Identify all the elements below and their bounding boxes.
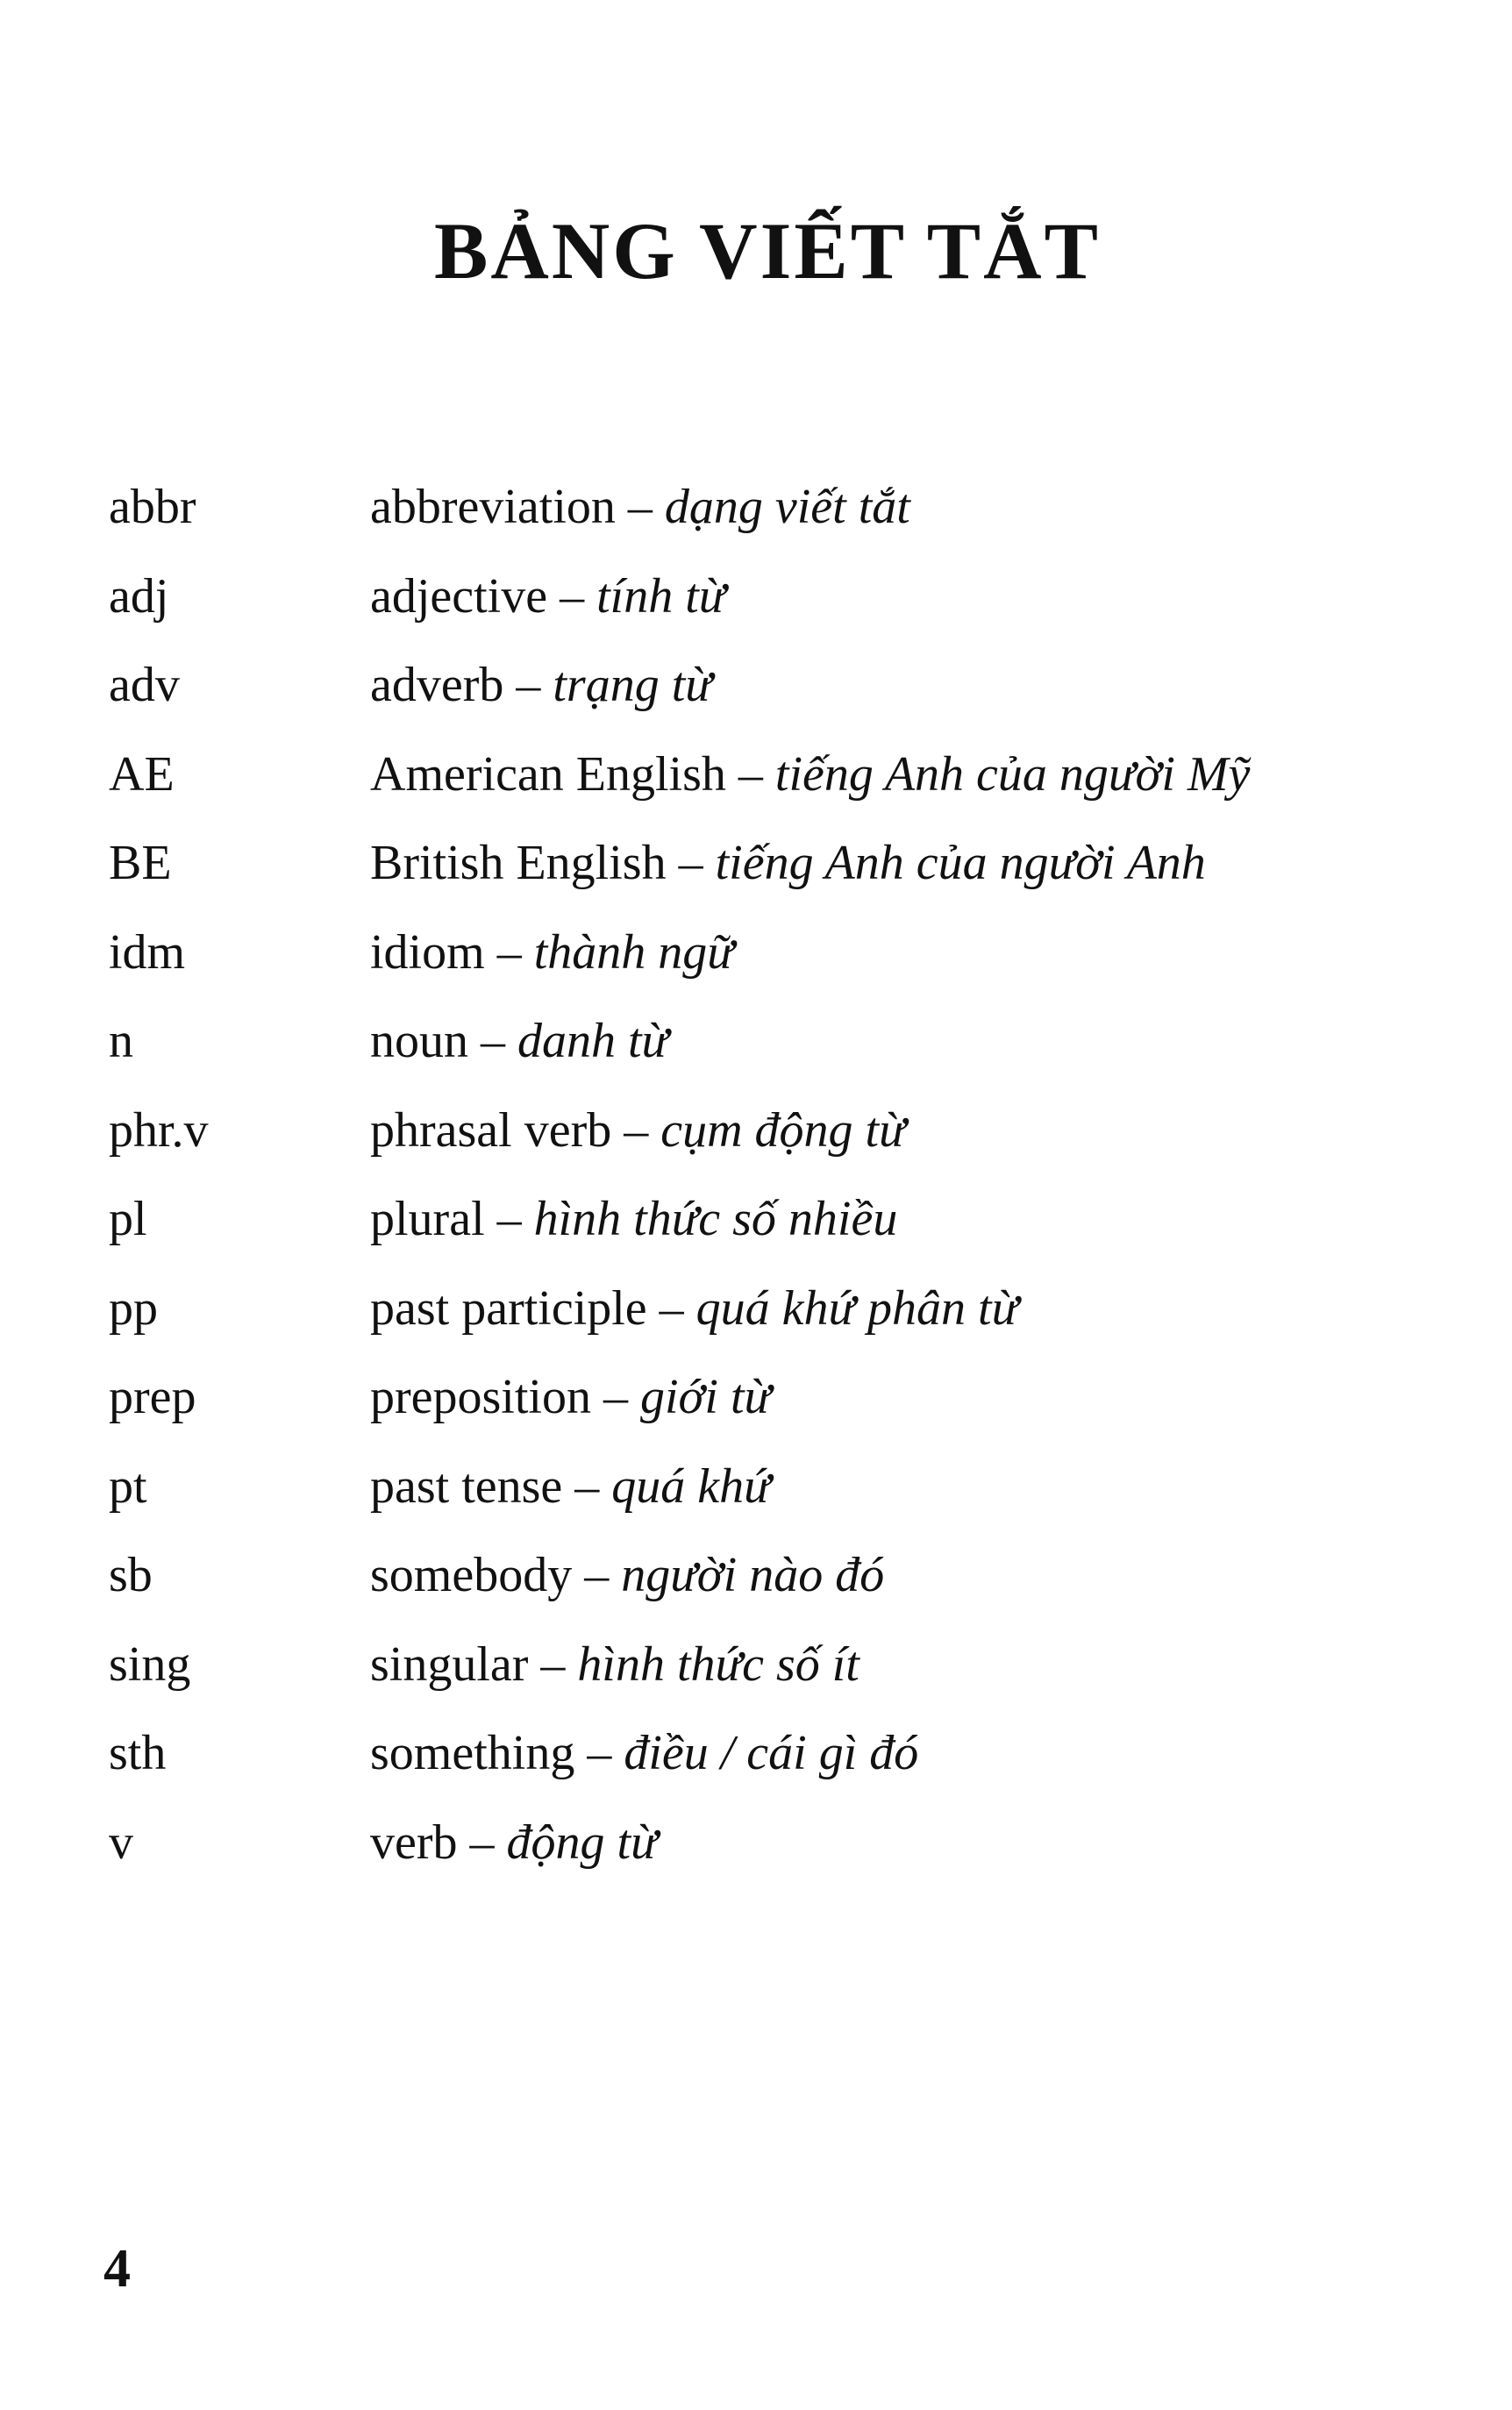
abbreviation-definition (370, 568, 726, 624)
dash-separator: – (587, 1726, 612, 1780)
vietnamese-meaning: hình thức số ít (577, 1636, 859, 1692)
abbreviation-term: abbr (109, 480, 196, 534)
abbreviation-row (0, 910, 1512, 1000)
vietnamese-meaning: giới từ (639, 1370, 772, 1424)
abbreviation-row (0, 1355, 1512, 1444)
english-meaning: something (370, 1726, 575, 1780)
dash-separator: – (627, 480, 653, 534)
dash-separator: – (603, 1370, 628, 1424)
abbreviation-term: v (109, 1815, 133, 1870)
abbreviation-term: sth (109, 1726, 167, 1780)
vietnamese-meaning: tính từ (596, 568, 726, 624)
abbreviation-row (0, 1800, 1512, 1890)
abbreviation-term: AE (109, 746, 175, 802)
vietnamese-meaning: trạng từ (553, 658, 712, 712)
abbreviation-term: prep (109, 1370, 196, 1424)
english-meaning: idiom (370, 924, 485, 980)
english-meaning: singular (370, 1636, 529, 1692)
abbreviation-term: pt (109, 1458, 147, 1514)
english-meaning: phrasal verb (370, 1102, 612, 1158)
english-meaning: past participle (370, 1280, 647, 1336)
abbreviation-definition (370, 1726, 919, 1780)
abbreviation-term: BE (109, 836, 172, 890)
english-meaning: past tense (370, 1458, 563, 1514)
abbreviation-definition (370, 1016, 668, 1066)
abbreviation-definition (370, 924, 734, 980)
abbreviation-definition (370, 746, 1251, 802)
abbreviation-row (0, 821, 1512, 910)
abbreviation-definition (370, 1548, 885, 1602)
abbreviation-term: sing (109, 1636, 191, 1692)
dash-separator: – (678, 836, 703, 890)
page-number: 4 (103, 2239, 131, 2299)
dash-separator: – (469, 1815, 495, 1870)
dash-separator: – (540, 1636, 566, 1692)
abbreviation-row (0, 1088, 1512, 1178)
dash-separator: – (560, 568, 585, 624)
abbreviation-term: adj (109, 568, 169, 624)
abbreviation-row (0, 1622, 1512, 1712)
vietnamese-meaning: danh từ (517, 1014, 669, 1068)
abbreviation-definition (370, 480, 910, 534)
abbreviation-row (0, 554, 1512, 644)
abbreviation-definition (370, 1458, 771, 1514)
abbreviation-term: sb (109, 1548, 153, 1602)
english-meaning: adjective (370, 568, 548, 624)
abbreviation-row (0, 1444, 1512, 1534)
abbreviation-term: n (109, 1014, 133, 1068)
english-meaning: adverb (370, 658, 504, 712)
dash-separator: – (496, 924, 522, 980)
abbreviation-term: phr.v (109, 1102, 209, 1158)
vietnamese-meaning: điều / cái gì đó (624, 1726, 919, 1780)
abbreviation-row (0, 465, 1512, 554)
vietnamese-meaning: tiếng Anh của người Mỹ (774, 746, 1251, 802)
dash-separator: – (574, 1458, 600, 1514)
abbreviation-list (0, 465, 1512, 1889)
abbreviation-term: pp (109, 1280, 158, 1336)
dash-separator: – (481, 1014, 505, 1068)
dash-separator: – (624, 1102, 649, 1158)
vietnamese-meaning: thành ngữ (533, 924, 734, 980)
vietnamese-meaning: tiếng Anh của người Anh (715, 836, 1206, 890)
english-meaning: noun (370, 1014, 468, 1068)
english-meaning: abbreviation (370, 480, 616, 534)
dash-separator: – (584, 1548, 610, 1602)
abbreviation-definition (370, 1280, 1019, 1336)
english-meaning: plural (370, 1192, 485, 1246)
english-meaning: somebody (370, 1548, 573, 1602)
vietnamese-meaning: quá khứ phân từ (695, 1280, 1019, 1336)
vietnamese-meaning: hình thức số nhiều (533, 1192, 898, 1246)
abbreviation-term: adv (109, 658, 180, 712)
abbreviation-definition (370, 838, 1206, 888)
abbreviation-definition (370, 1636, 859, 1692)
abbreviation-row (0, 1177, 1512, 1266)
abbreviation-row (0, 732, 1512, 822)
page-title: BẢNG VIẾT TẮT (434, 206, 1101, 296)
abbreviation-row (0, 1711, 1512, 1800)
dash-separator: – (738, 746, 763, 802)
english-meaning: British English (370, 836, 667, 890)
vietnamese-meaning: cụm động từ (660, 1102, 906, 1158)
vietnamese-meaning: quá khứ (611, 1458, 771, 1514)
vietnamese-meaning: người nào đó (621, 1548, 885, 1602)
abbreviation-row (0, 1533, 1512, 1622)
english-meaning: preposition (370, 1370, 591, 1424)
vietnamese-meaning: dạng viết tắt (664, 480, 910, 534)
abbreviation-term: pl (109, 1192, 147, 1246)
abbreviation-term: idm (109, 924, 186, 980)
abbreviation-definition (370, 1194, 897, 1244)
abbreviation-row (0, 643, 1512, 732)
abbreviation-definition (370, 1102, 906, 1158)
dash-separator: – (496, 1192, 522, 1246)
english-meaning: verb (370, 1815, 458, 1870)
abbreviation-row (0, 1266, 1512, 1356)
vietnamese-meaning: động từ (506, 1815, 658, 1870)
english-meaning: American English (370, 746, 726, 802)
dash-separator: – (516, 658, 541, 712)
abbreviation-definition (370, 1815, 658, 1870)
abbreviation-row (0, 999, 1512, 1088)
abbreviation-definition (370, 658, 712, 712)
dash-separator: – (659, 1280, 684, 1336)
abbreviation-definition (370, 1370, 772, 1424)
